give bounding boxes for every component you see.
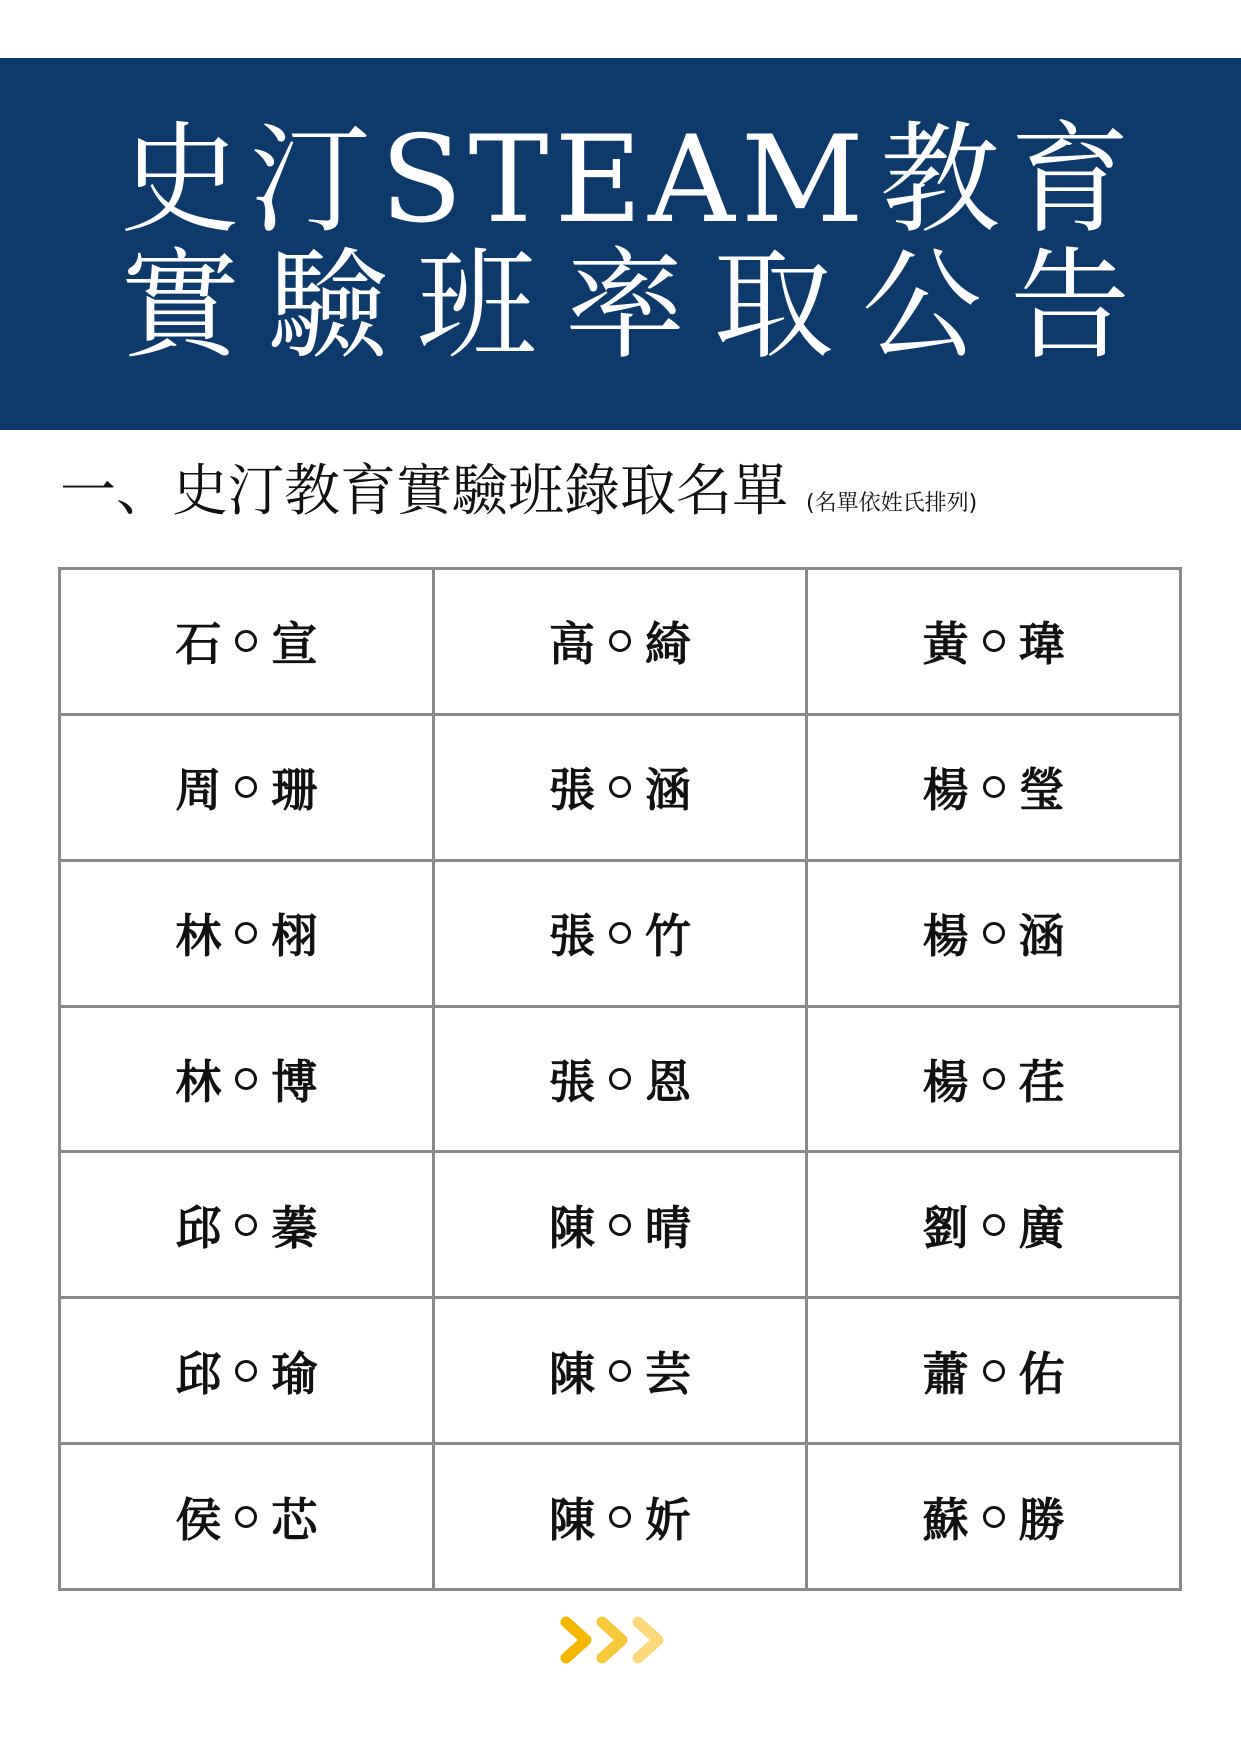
student-surname: 侯	[175, 1492, 222, 1547]
circle-mask-icon	[609, 1214, 631, 1236]
student-name	[175, 1484, 317, 1550]
roster-cell	[433, 860, 807, 1006]
student-given-name: 勝	[1018, 1492, 1065, 1547]
student-given-name: 荏	[1018, 1054, 1065, 1109]
roster-row	[60, 1006, 1181, 1152]
roster-cell	[433, 1298, 807, 1444]
circle-mask-icon	[983, 1214, 1005, 1236]
roster-cell	[60, 1298, 434, 1444]
circle-mask-icon	[983, 1068, 1005, 1090]
section-title: 一、史汀教育實驗班錄取名單	[60, 459, 788, 524]
roster-cell	[60, 1444, 434, 1590]
student-name	[923, 1484, 1065, 1550]
student-name	[549, 754, 691, 820]
banner-char: 史	[120, 111, 240, 250]
roster-row	[60, 714, 1181, 860]
student-name	[549, 1338, 691, 1404]
roster-cell	[807, 1298, 1181, 1444]
chevron-icon	[602, 1622, 622, 1658]
circle-mask-icon	[235, 922, 257, 944]
chevron-icon	[566, 1622, 586, 1658]
banner-char: 班	[416, 237, 537, 376]
chevron-icon	[638, 1622, 658, 1658]
student-name	[549, 1046, 691, 1112]
student-name	[923, 1192, 1065, 1258]
student-surname: 劉	[922, 1200, 969, 1255]
student-surname: 邱	[175, 1346, 222, 1401]
student-surname: 高	[548, 617, 595, 672]
circle-mask-icon	[609, 1360, 631, 1382]
circle-mask-icon	[983, 1506, 1005, 1528]
circle-mask-icon	[235, 1506, 257, 1528]
roster-cell	[807, 714, 1181, 860]
student-name	[923, 754, 1065, 820]
banner-char: 實	[120, 237, 240, 376]
student-given-name: 涵	[1018, 909, 1065, 964]
student-surname: 黃	[922, 617, 969, 672]
circle-mask-icon	[235, 1068, 257, 1090]
roster-cell	[807, 860, 1181, 1006]
banner-char: 告	[1009, 237, 1130, 376]
student-given-name: 珊	[271, 763, 318, 818]
student-given-name: 瑩	[1018, 763, 1065, 818]
student-surname: 石	[175, 617, 222, 672]
roster-row	[60, 1152, 1181, 1298]
section-note: (名單依姓氏排列)	[806, 491, 978, 516]
circle-mask-icon	[609, 776, 631, 798]
circle-mask-icon	[609, 630, 631, 652]
roster-cell	[807, 1152, 1181, 1298]
student-surname: 陳	[548, 1492, 595, 1547]
student-name	[175, 1338, 317, 1404]
student-given-name: 博	[271, 1054, 318, 1109]
title-banner	[0, 58, 1241, 430]
roster-cell	[60, 714, 434, 860]
student-surname: 蕭	[922, 1346, 969, 1401]
banner-char: 驗	[268, 237, 389, 376]
banner-char: 取	[713, 237, 834, 376]
banner-title-line-1	[120, 111, 1130, 250]
student-given-name: 竹	[644, 909, 691, 964]
student-name	[175, 754, 317, 820]
roster-row	[60, 1444, 1181, 1590]
roster-cell	[433, 1006, 807, 1152]
roster-cell	[433, 569, 807, 715]
student-name	[923, 1046, 1065, 1112]
circle-mask-icon	[983, 1360, 1005, 1382]
student-surname: 張	[548, 763, 595, 818]
student-surname: 陳	[548, 1346, 595, 1401]
student-name	[549, 608, 691, 674]
student-name	[923, 1338, 1065, 1404]
student-name	[923, 900, 1065, 966]
circle-mask-icon	[609, 1068, 631, 1090]
student-given-name: 栩	[271, 909, 318, 964]
student-name	[549, 1192, 691, 1258]
roster-cell	[807, 569, 1181, 715]
student-given-name: 晴	[644, 1200, 691, 1255]
banner-char: 汀	[250, 111, 371, 250]
banner-char: STEAM	[380, 111, 870, 250]
student-given-name: 恩	[644, 1054, 691, 1109]
roster-cell	[433, 714, 807, 860]
student-given-name: 綺	[644, 617, 691, 672]
admission-roster-table	[58, 567, 1182, 1591]
student-name	[549, 1484, 691, 1550]
student-surname: 陳	[548, 1200, 595, 1255]
circle-mask-icon	[235, 1214, 257, 1236]
banner-char: 率	[564, 237, 685, 376]
student-given-name: 佑	[1018, 1346, 1065, 1401]
student-given-name: 芯	[271, 1492, 318, 1547]
student-given-name: 宣	[271, 617, 318, 672]
circle-mask-icon	[983, 630, 1005, 652]
banner-char: 公	[861, 237, 982, 376]
student-name	[549, 900, 691, 966]
roster-cell	[60, 569, 434, 715]
roster-cell	[60, 860, 434, 1006]
banner-title-line-2	[120, 237, 1130, 376]
student-name	[175, 1192, 317, 1258]
student-given-name: 瑋	[1018, 617, 1065, 672]
student-surname: 楊	[922, 763, 969, 818]
student-given-name: 瑜	[271, 1346, 318, 1401]
circle-mask-icon	[983, 922, 1005, 944]
roster-row	[60, 860, 1181, 1006]
student-given-name: 芸	[644, 1346, 691, 1401]
student-surname: 張	[548, 1054, 595, 1109]
banner-char: 育	[1010, 111, 1130, 250]
student-surname: 楊	[922, 1054, 969, 1109]
roster-row	[60, 1298, 1181, 1444]
roster-cell	[60, 1006, 434, 1152]
student-given-name: 妡	[644, 1492, 691, 1547]
student-surname: 林	[175, 909, 222, 964]
student-given-name: 涵	[644, 763, 691, 818]
roster-cell	[433, 1152, 807, 1298]
student-surname: 邱	[175, 1200, 222, 1255]
circle-mask-icon	[983, 776, 1005, 798]
student-given-name: 廣	[1018, 1200, 1065, 1255]
section-heading	[60, 457, 977, 527]
triple-chevron-right-icon	[560, 1612, 680, 1668]
student-surname: 林	[175, 1054, 222, 1109]
student-name	[175, 900, 317, 966]
student-name	[175, 1046, 317, 1112]
circle-mask-icon	[609, 922, 631, 944]
student-name	[175, 608, 317, 674]
roster-row	[60, 569, 1181, 715]
roster-cell	[60, 1152, 434, 1298]
student-surname: 周	[175, 763, 222, 818]
roster-cell	[433, 1444, 807, 1590]
circle-mask-icon	[609, 1506, 631, 1528]
student-surname: 楊	[922, 909, 969, 964]
circle-mask-icon	[235, 776, 257, 798]
circle-mask-icon	[235, 630, 257, 652]
roster-cell	[807, 1006, 1181, 1152]
student-surname: 張	[548, 909, 595, 964]
circle-mask-icon	[235, 1360, 257, 1382]
student-name	[923, 608, 1065, 674]
banner-char: 教	[879, 111, 1000, 250]
roster-cell	[807, 1444, 1181, 1590]
student-given-name: 蓁	[271, 1200, 318, 1255]
student-surname: 蘇	[922, 1492, 969, 1547]
roster-body	[60, 569, 1181, 1590]
